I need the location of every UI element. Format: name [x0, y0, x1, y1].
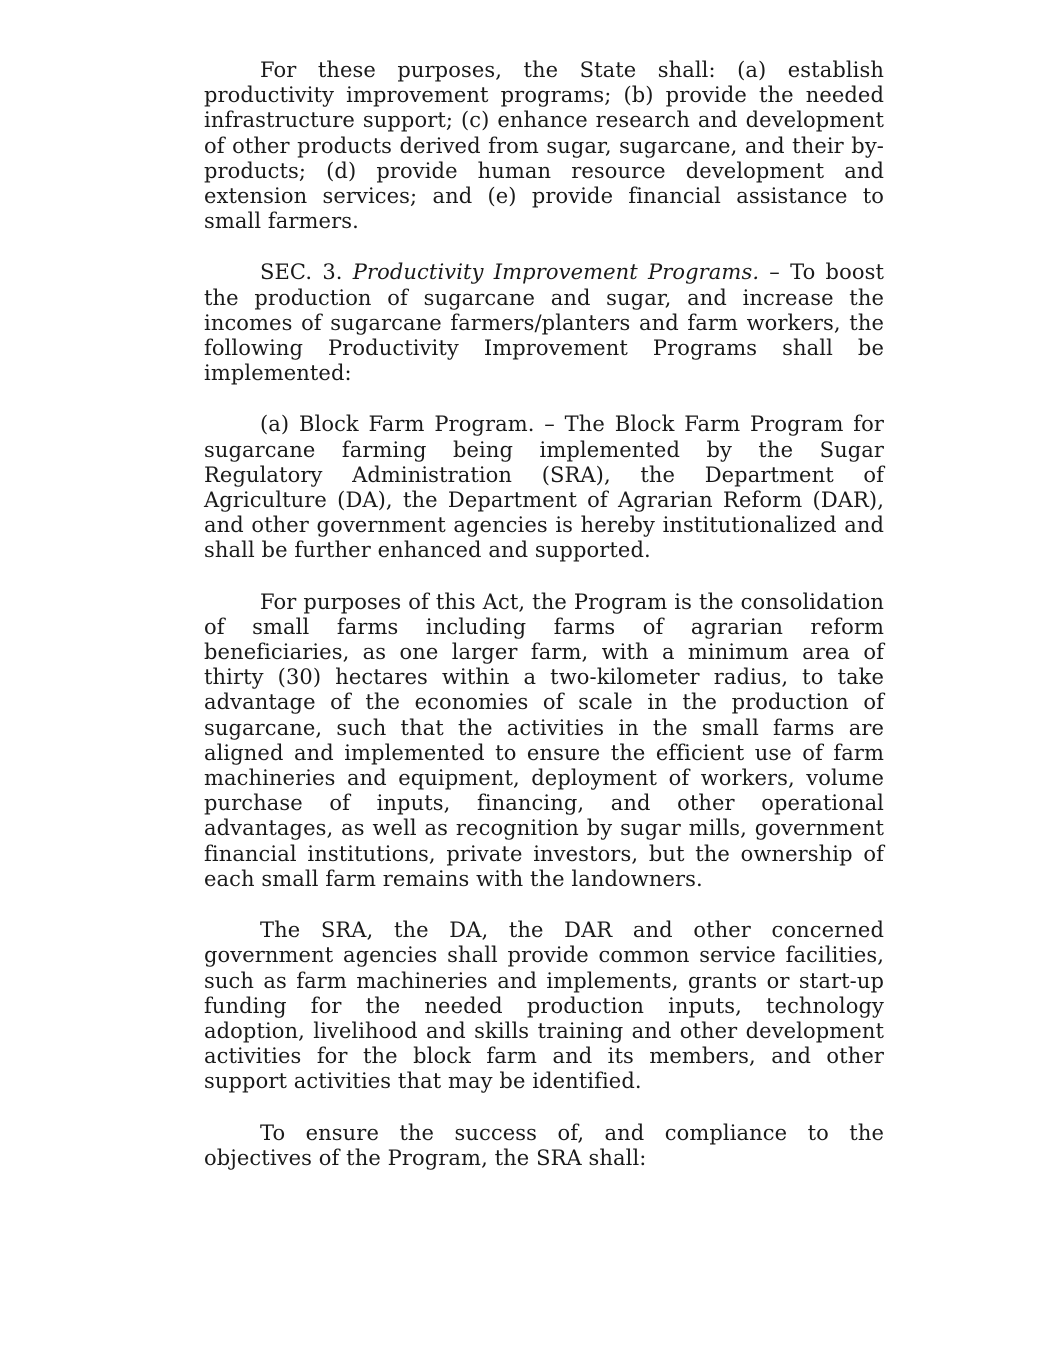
- paragraph-section-3: [204, 260, 884, 386]
- section-title: Productivity Improvement Programs.: [352, 260, 760, 285]
- paragraph-sra-compliance: To ensure the success of, and compliance to the objectives of the Program, the SRA shall:: [204, 1120, 884, 1170]
- section-body: – To boost the production of sugarcane and sugar, and increase the incomes of sugarcane farmers/planters and farm workers, the following Productivity Improvement Programs shall be implemented:: [204, 260, 884, 386]
- document-page: [204, 58, 884, 1197]
- section-number: SEC. 3.: [260, 260, 353, 285]
- paragraph-common-service-facilities: The SRA, the DA, the DAR and other concerned government agencies shall provide common service facilities, such as farm machineries and implements, grants or start-up funding for the needed production inputs, technology adoption, livelihood and skills training and other development activities for the block farm and its members, and other support activities that may be identified.: [204, 918, 884, 1094]
- paragraph-state-purposes: For these purposes, the State shall: (a) establish productivity improvement programs; (b) provide the needed infrastructure support; (c) enhance research and development of other products derived from sugar, sugarcane, and their by-products; (d) provide human resource development and extension services; and (e) provide financial assistance to small farmers.: [204, 58, 884, 234]
- paragraph-program-definition: For purposes of this Act, the Program is the consolidation of small farms including farms of agrarian reform beneficiaries, as one larger farm, with a minimum area of thirty (30) hectares within a two-kilometer radius, to take advantage of the economies of scale in the production of sugarcane, such that the activities in the small farms are aligned and implemented to ensure the efficient use of farm machineries and equipment, deployment of workers, volume purchase of inputs, financing, and other operational advantages, as well as recognition by sugar mills, government financial institutions, private investors, but the ownership of each small farm remains with the landowners.: [204, 589, 884, 891]
- paragraph-block-farm-program: (a) Block Farm Program. – The Block Farm Program for sugarcane farming being implemented by the Sugar Regulatory Administration (SRA), the Department of Agriculture (DA), the Department of Agrarian Reform (DAR), and other government agencies is hereby institutionalized and shall be further enhanced and supported.: [204, 412, 884, 563]
